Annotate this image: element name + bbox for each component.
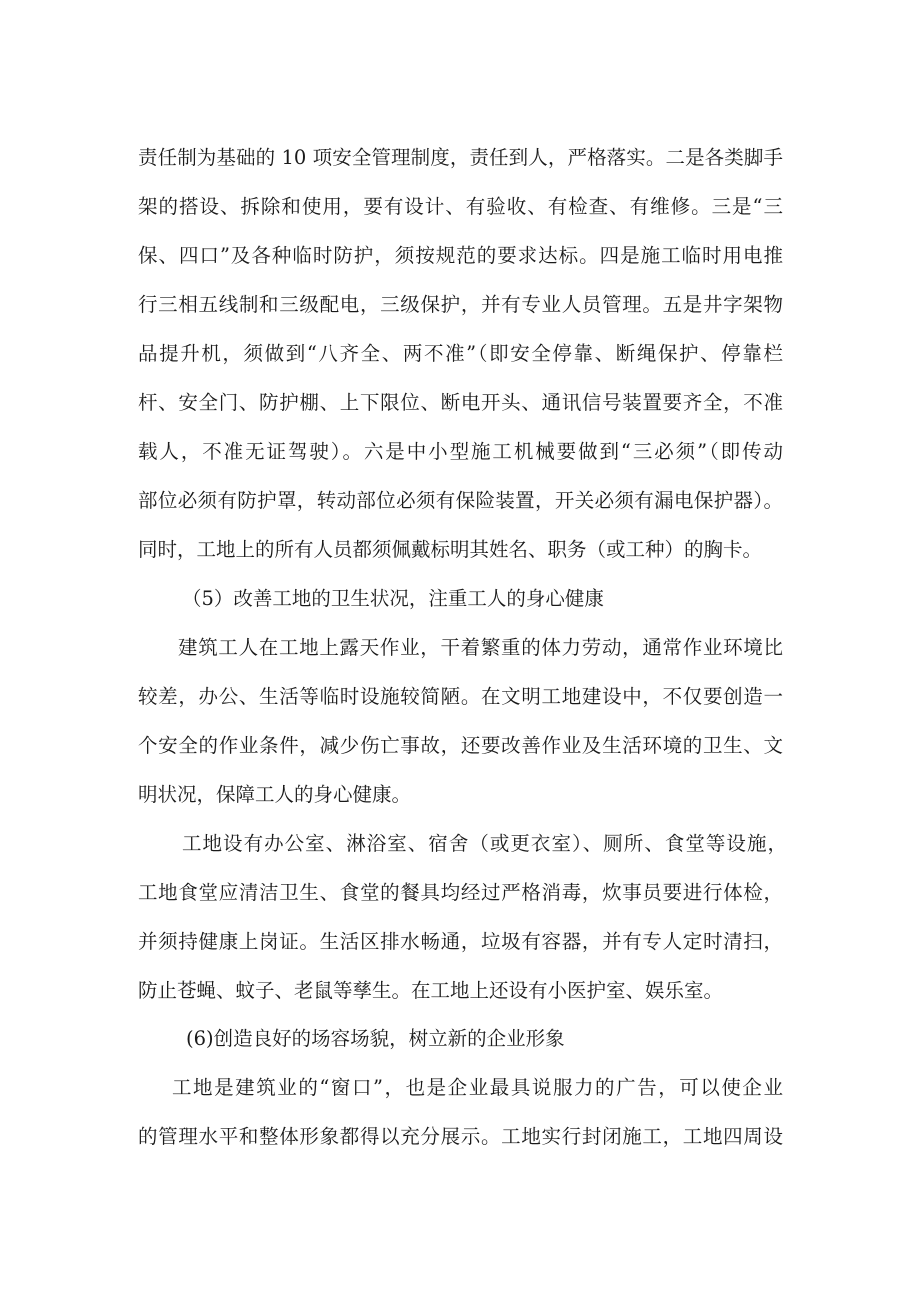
paragraph-line: 防止苍蝇、蚊子、老鼠等孳生。在工地上还设有小医护室、娱乐室。 <box>138 979 724 1002</box>
paragraph-line: 并须持健康上岗证。生活区排水畅通，垃圾有容器，并有专人定时清扫， <box>138 930 783 953</box>
paragraph-line: 个安全的作业条件，减少伤亡事故，还要改善作业及生活环境的卫生、文 <box>138 734 783 757</box>
section-heading: (6)创造良好的场容场貌，树立新的企业形象 <box>186 1027 565 1050</box>
paragraph-line: 行三相五线制和三级配电，三级保护，并有专业人员管理。五是井字架物 <box>138 293 783 316</box>
paragraph-line: 保、四口”及各种临时防护，须按规范的要求达标。四是施工临时用电推 <box>138 244 783 267</box>
section-heading: （5）改善工地的卫生状况，注重工人的身心健康 <box>182 587 604 610</box>
paragraph-line: 工地食堂应清洁卫生、食堂的餐具均经过严格消毒，炊事员要进行体检， <box>138 881 783 904</box>
paragraph-line: 工地是建筑业的“窗口”，也是企业最具说服力的广告，可以使企业 <box>172 1076 783 1099</box>
paragraph-line: 架的搭设、拆除和使用，要有设计、有验收、有检查、有维修。三是“三 <box>138 195 783 218</box>
paragraph-line: 明状况，保障工人的身心健康。 <box>138 783 412 806</box>
paragraph-line: 工地设有办公室、淋浴室、宿舍（或更衣室）、厕所、食堂等设施， <box>182 832 787 855</box>
paragraph-line: 建筑工人在工地上露天作业，干着繁重的体力劳动，通常作业环境比 <box>178 636 783 659</box>
paragraph-line: 载人，不准无证驾驶）。六是中小型施工机械要做到“三必须”（即传动 <box>138 440 783 463</box>
paragraph-line: 品提升机，须做到“八齐全、两不准”（即安全停靠、断绳保护、停靠栏 <box>138 342 783 365</box>
paragraph-line: 的管理水平和整体形象都得以充分展示。工地实行封闭施工，工地四周设 <box>138 1125 783 1148</box>
paragraph-line: 责任制为基础的 10 项安全管理制度，责任到人，严格落实。二是各类脚手 <box>138 146 783 169</box>
paragraph-line: 部位必须有防护罩，转动部位必须有保险装置，开关必须有漏电保护器）。 <box>138 489 783 512</box>
paragraph-line: 同时，工地上的所有人员都须佩戴标明其姓名、职务（或工种）的胸卡。 <box>138 538 763 561</box>
paragraph-line: 杆、安全门、防护棚、上下限位、断电开头、通讯信号装置要齐全，不准 <box>138 391 783 414</box>
paragraph-line: 较差，办公、生活等临时设施较简陋。在文明工地建设中，不仅要创造一 <box>138 685 783 708</box>
